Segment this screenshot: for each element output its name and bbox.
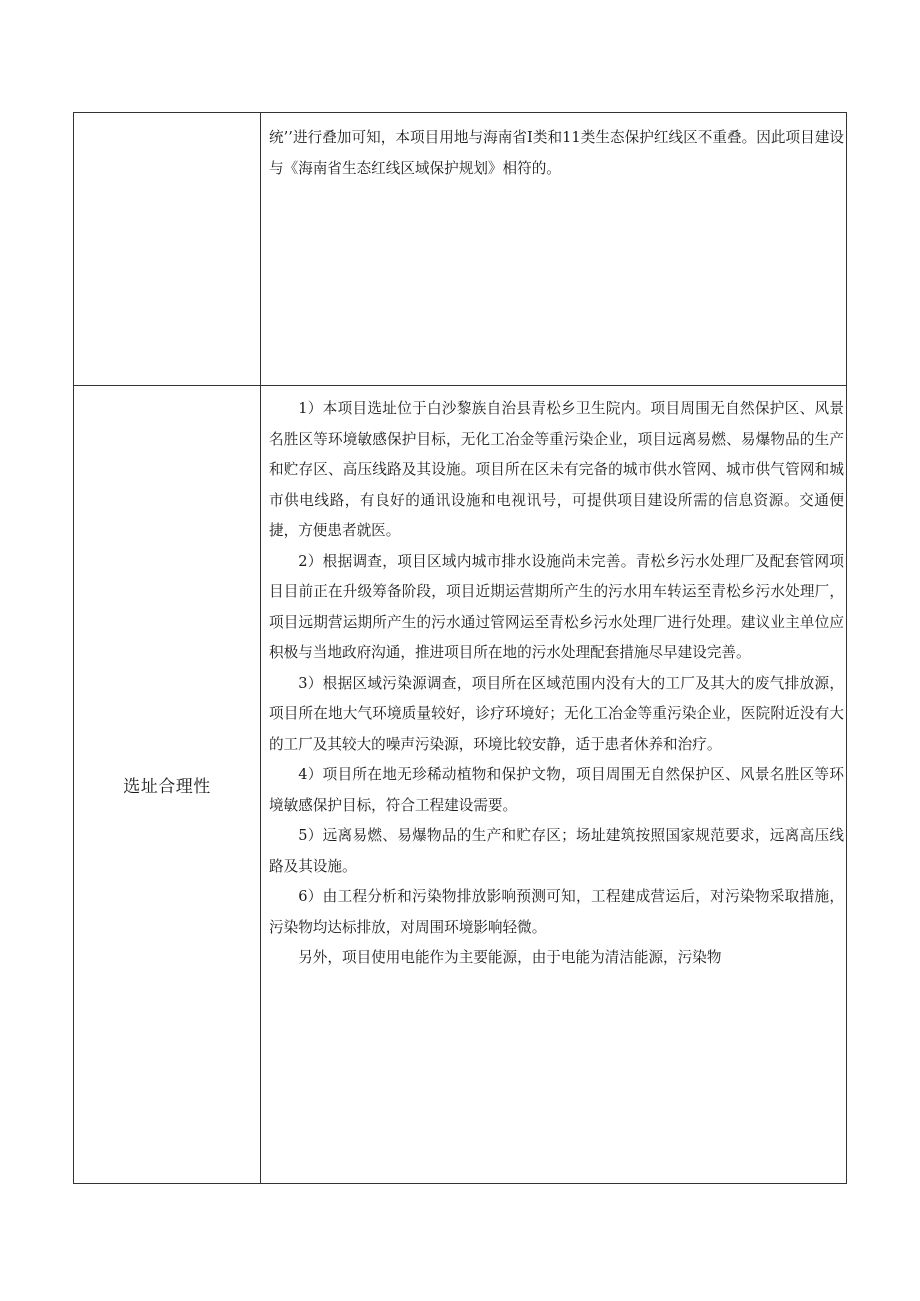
content-paragraph: 3）根据区域污染源调查，项目所在区域范围内没有大的工厂及其大的废气排放源，项目所在地大气环境质量较好，诊疗环境好；无化工冶金等重污染企业，医院附近没有大的工厂及其较大的噪声污染源，环境比较安静，适于患者休养和治疗。 [269, 674, 844, 753]
content-paragraph: 另外，项目使用电能作为主要能源，由于电能为清洁能源，污染物 [298, 949, 722, 966]
content-paragraph: 2）根据调查，项目区域内城市排水设施尚未完善。青松乡污水处理厂及配套管网项目目前正在升级筹备阶段，项目近期运营期所产生的污水用车转运至青松乡污水处理厂，项目远期营运期所产生的污水通过管网运至青松乡污水处理厂进行处理。建议业主单位应积极与当地政府沟通，推进项目所在地的污水处理配套措施尽早建设完善。 [269, 552, 844, 661]
content-paragraph: 4）项目所在地无珍稀动植物和保护文物，项目周围无自然保护区、风景名胜区等环境敏感保护目标，符合工程建设需要。 [269, 766, 844, 814]
row-label-cell: 选址合理性 [74, 386, 261, 1184]
row-content-cell [261, 386, 847, 1184]
row-label-cell [74, 113, 261, 386]
content-paragraph: 1）本项目选址位于白沙黎族自治县青松乡卫生院内。项目周围无自然保护区、风景名胜区等环境敏感保护目标，无化工冶金等重污染企业，项目远离易燃、易爆物品的生产和贮存区、高压线路及其设施。项目所在区未有完备的城市供水管网、城市供气管网和城市供电线路，有良好的通讯设施和电视讯号，可提供项目建设所需的信息资源。交通便捷，方便患者就医。 [269, 400, 844, 539]
document-table [73, 112, 847, 1184]
content-paragraph: 统’’进行叠加可知，本项目用地与海南省Ⅰ类和11类生态保护红线区不重叠。因此项目建设与《海南省生态红线区域保护规划》相符的。 [269, 129, 844, 177]
row-content-cell [261, 113, 847, 386]
table-row [74, 113, 847, 386]
content-paragraph: 5）远离易燃、易爆物品的生产和贮存区；场址建筑按照国家规范要求，远离高压线路及其设施。 [269, 827, 844, 875]
content-paragraph: 6）由工程分析和污染物排放影响预测可知，工程建成营运后，对污染物采取措施，污染物均达标排放，对周围环境影响轻微。 [269, 888, 844, 936]
table-row [74, 386, 847, 1184]
